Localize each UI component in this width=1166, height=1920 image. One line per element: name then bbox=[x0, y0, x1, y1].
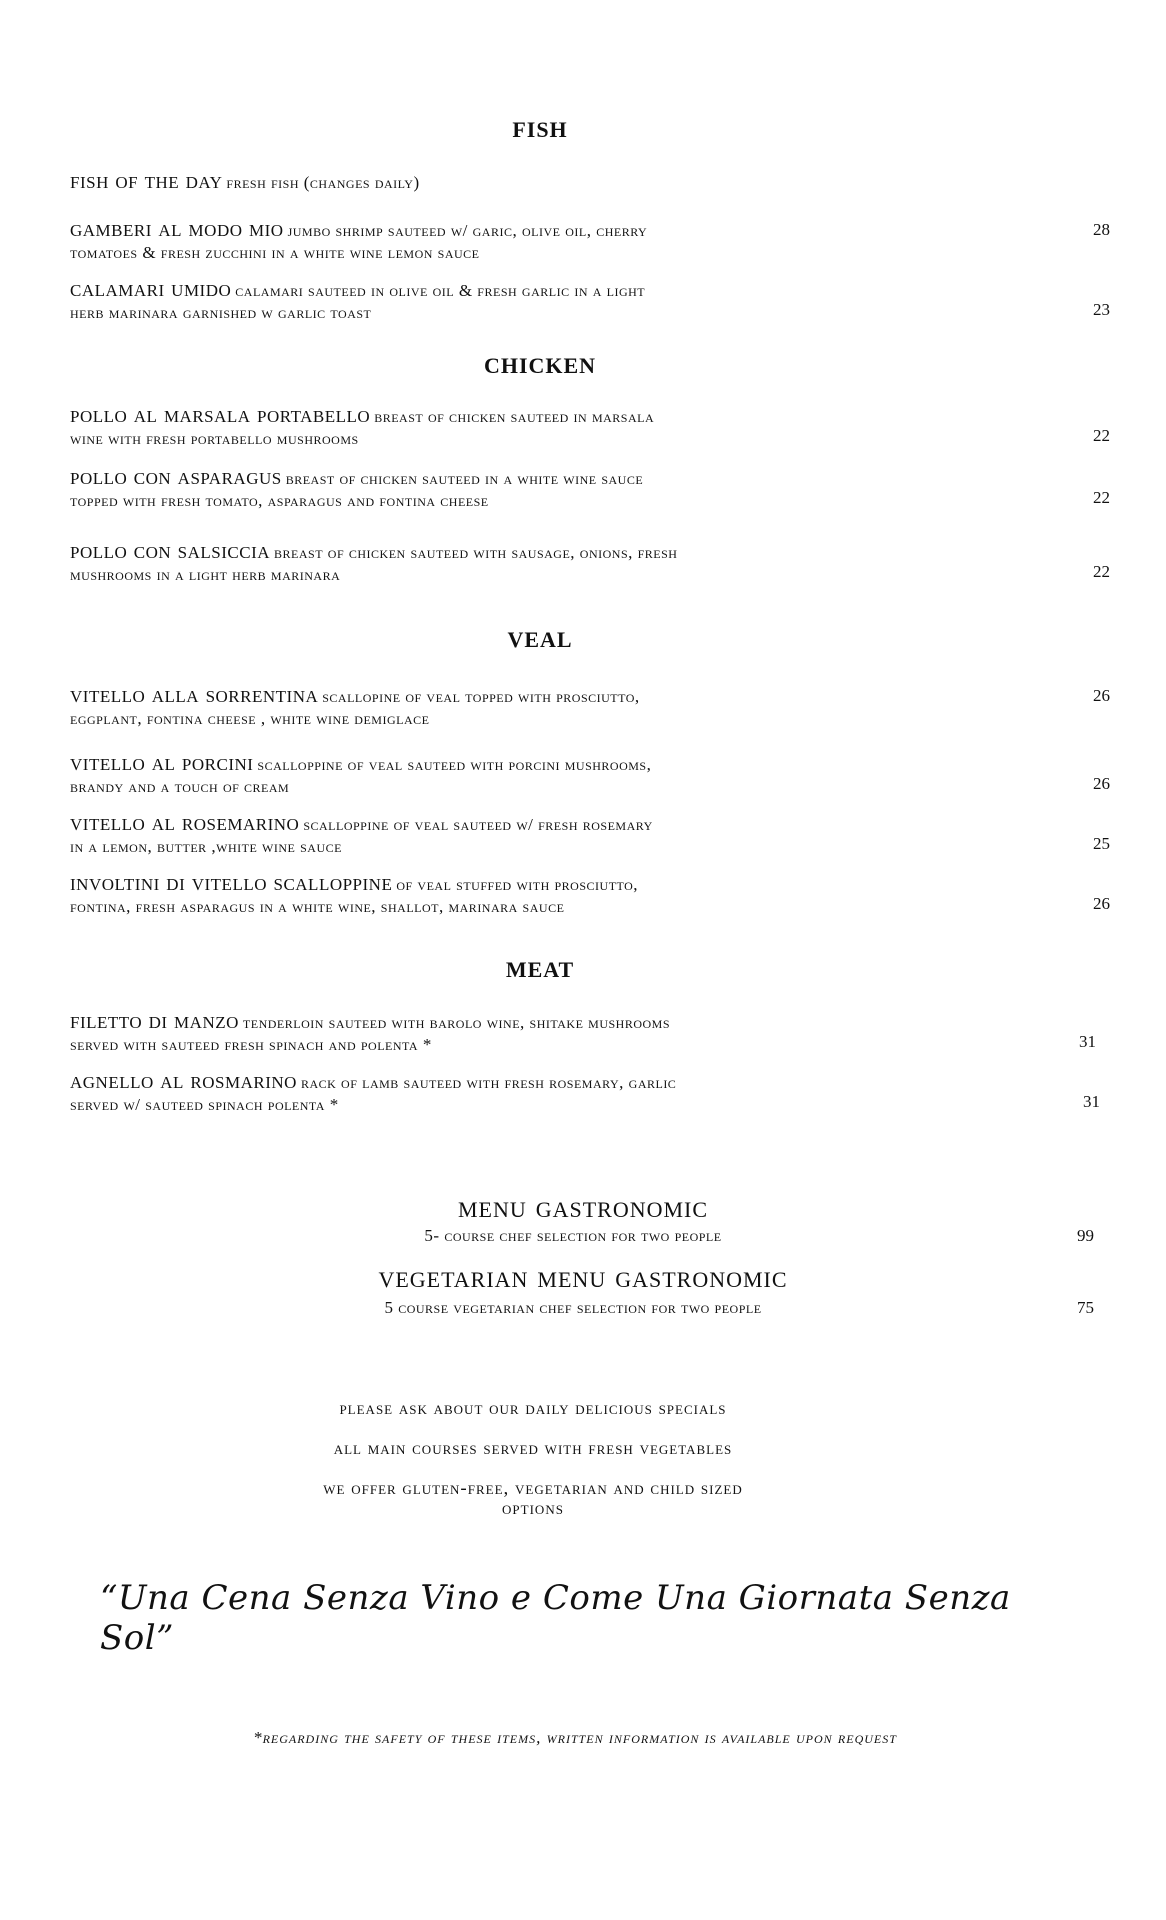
item-description-cont: topped with fresh tomato, asparagus and fontina cheese bbox=[70, 491, 489, 510]
item-price: 22 bbox=[1093, 488, 1110, 507]
item-price: 26 bbox=[1093, 774, 1110, 793]
item-description: rack of lamb sauteed with fresh rosemary, garlic bbox=[300, 1073, 677, 1092]
gastronomic-title: menu gastronomic bbox=[457, 1188, 709, 1224]
item-price: 31 bbox=[1079, 1032, 1096, 1051]
quote: “Una Cena Senza Vino e Come Una Giornata Senza Sol” bbox=[100, 1578, 1011, 1658]
item-description-cont: in a lemon, butter ,white wine sauce bbox=[70, 837, 342, 856]
menu-item bbox=[70, 1070, 1110, 1115]
menu-item bbox=[70, 752, 1110, 797]
item-price: 28 bbox=[1093, 220, 1110, 239]
section-title-chicken: chicken bbox=[483, 344, 597, 380]
vegetarian-gastronomic-title: vegetarian menu gastronomic bbox=[378, 1258, 788, 1294]
item-price: 22 bbox=[1093, 562, 1110, 581]
item-name: agnello al rosmarino bbox=[70, 1068, 297, 1094]
section-title-veal: veal bbox=[507, 618, 573, 654]
item-description-cont: fontina, fresh asparagus in a white wine, shallot, marinara sauce bbox=[70, 897, 565, 916]
safety-disclaimer: *regarding the safety of these items, written information is available upon request bbox=[253, 1728, 897, 1747]
vegetarian-gastronomic-price: 75 bbox=[1077, 1298, 1094, 1317]
item-description: breast of chicken sauteed in marsala bbox=[374, 407, 655, 426]
item-price: 26 bbox=[1093, 686, 1110, 705]
item-description-cont: served with sauteed fresh spinach and polenta * bbox=[70, 1035, 432, 1054]
item-description-cont: brandy and a touch of cream bbox=[70, 777, 290, 796]
menu-item bbox=[70, 812, 1110, 857]
note-dietary-options-cont: options bbox=[502, 1498, 564, 1519]
item-description-cont: herb marinara garnished w garlic toast bbox=[70, 303, 372, 322]
item-name: vitello al porcini bbox=[70, 750, 254, 776]
item-description-cont: eggplant, fontina cheese , white wine demiglace bbox=[70, 709, 430, 728]
item-name: pollo con salsiccia bbox=[70, 538, 271, 564]
menu-item bbox=[70, 872, 1110, 917]
menu-item bbox=[70, 218, 1110, 263]
item-price: 22 bbox=[1093, 426, 1110, 445]
menu-item bbox=[70, 684, 1110, 729]
item-description-cont: served w/ sauteed spinach polenta * bbox=[70, 1095, 339, 1114]
menu-item bbox=[70, 278, 1110, 323]
item-description: breast of chicken sauteed in a white wine sauce bbox=[285, 469, 644, 488]
item-description-cont: wine with fresh portabello mushrooms bbox=[70, 429, 359, 448]
item-name: pollo con asparagus bbox=[70, 464, 282, 490]
section-title-fish: fish bbox=[512, 108, 568, 144]
item-name: fish of the day bbox=[70, 168, 223, 194]
menu-item bbox=[70, 466, 1110, 511]
item-price: 25 bbox=[1093, 834, 1110, 853]
item-name: vitello al rosemarino bbox=[70, 810, 300, 836]
item-description-cont: tomatoes & fresh zucchini in a white wine lemon sauce bbox=[70, 243, 480, 262]
item-description: breast of chicken sauteed with sausage, onions, fresh bbox=[274, 543, 678, 562]
gastronomic-price: 99 bbox=[1077, 1226, 1094, 1245]
note-specials: please ask about our daily delicious specials bbox=[339, 1398, 727, 1419]
menu-item bbox=[70, 1010, 1110, 1055]
item-name: gamberi al modo mio bbox=[70, 216, 284, 242]
item-name: filetto di manzo bbox=[70, 1008, 239, 1034]
gastronomic-description: 5- course chef selection for two people bbox=[424, 1226, 722, 1245]
item-description: of veal stuffed with prosciutto, bbox=[396, 875, 639, 894]
item-description-cont: mushrooms in a light herb marinara bbox=[70, 565, 341, 584]
item-description: scallopine of veal topped with prosciutto, bbox=[322, 687, 640, 706]
item-description: calamari sauteed in olive oil & fresh garlic in a light bbox=[235, 281, 646, 300]
menu-item bbox=[70, 540, 1110, 585]
item-description: jumbo shrimp sauteed w/ garic, olive oil, cherry bbox=[287, 221, 648, 240]
item-price: 31 bbox=[1083, 1092, 1100, 1111]
item-description: scalloppine of veal sauteed w/ fresh rosemary bbox=[303, 815, 653, 834]
note-vegetables: all main courses served with fresh vegetables bbox=[333, 1438, 733, 1459]
menu-item bbox=[70, 404, 1110, 449]
item-name: involtini di vitello scalloppine bbox=[70, 870, 393, 896]
section-title-meat: meat bbox=[505, 948, 575, 984]
item-description: fresh fish (changes daily) bbox=[226, 173, 420, 192]
item-price: 23 bbox=[1093, 300, 1110, 319]
menu-item bbox=[70, 170, 1110, 195]
item-description: scalloppine of veal sauteed with porcini mushrooms, bbox=[257, 755, 652, 774]
item-name: vitello alla sorrentina bbox=[70, 682, 319, 708]
item-description: tenderloin sauteed with barolo wine, shitake mushrooms bbox=[242, 1013, 670, 1032]
item-price: 26 bbox=[1093, 894, 1110, 913]
item-name: calamari umido bbox=[70, 276, 232, 302]
vegetarian-gastronomic-description: 5 course vegetarian chef selection for two people bbox=[384, 1298, 762, 1317]
item-name: pollo al marsala portabello bbox=[70, 402, 371, 428]
note-dietary-options: we offer gluten-free, vegetarian and child sized bbox=[323, 1478, 743, 1499]
